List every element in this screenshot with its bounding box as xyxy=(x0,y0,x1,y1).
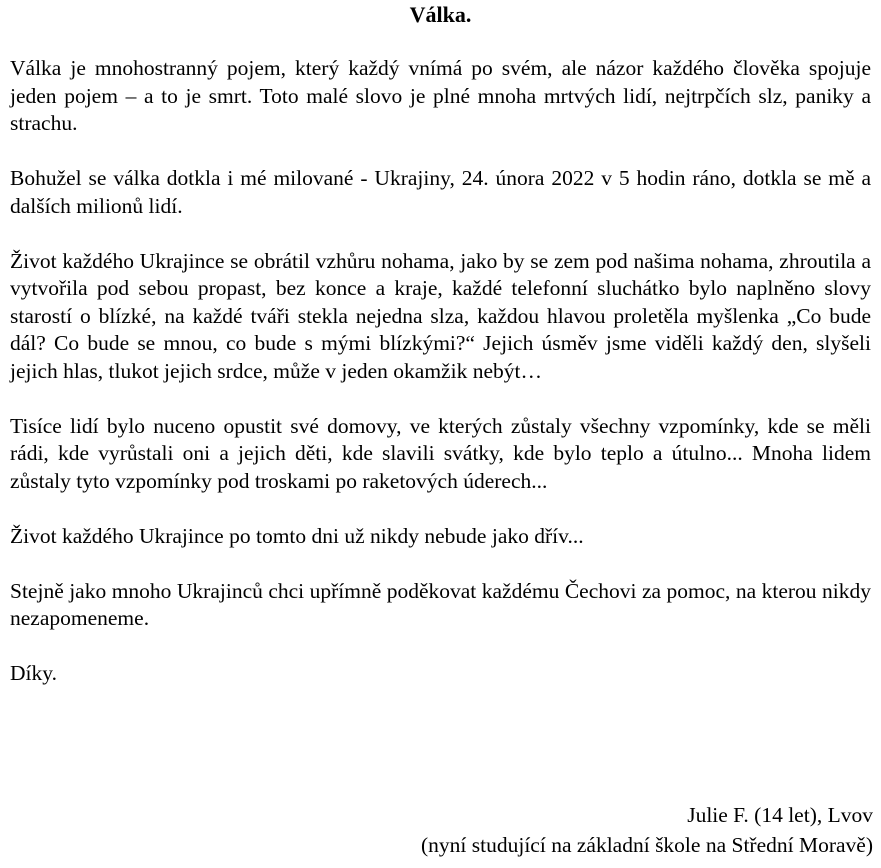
paragraph-7: Díky. xyxy=(10,661,57,685)
paragraph-1: Válka je mnohostranný pojem, který každý vnímá po svém, ale názor každého člověka spojuje jeden pojem – a to je smrt. Toto malé slovo je plné mnoha mrtvých lidí, nejtrpčích slz, paniky a strachu. xyxy=(10,56,871,135)
signature-block xyxy=(421,800,873,860)
paragraph-4: Tisíce lidí bylo nuceno opustit své domovy, ve kterých zůstaly všechny vzpomínky, kde se měli rádi, kde vyrůstali oni a jejich děti, kde slavili svátky, kde bylo teplo a útulno... Mnoha lidem zůstaly tyto vzpomínky pod troskami po raketových úderech... xyxy=(10,413,871,493)
document-body xyxy=(10,55,871,715)
document-title: Válka. xyxy=(409,2,472,27)
signature-note: (nyní studující na základní škole na Střední Moravě) xyxy=(421,833,873,857)
signature-author: Julie F. (14 let), Lvov xyxy=(687,803,873,827)
paragraph-2: Bohužel se válka dotkla i mé milované - Ukrajiny, 24. února 2022 v 5 hodin ráno, dotkla se mě a dalších milionů lidí. xyxy=(10,166,871,218)
paragraph-3: Život každého Ukrajince se obrátil vzhůru nohama, jako by se zem pod našima nohama, zhroutila a vytvořila pod sebou propast, bez konce a kraje, každé telefonní sluchátko bylo naplněno slovy starostí o blízké, na každé tváři stekla nejedna slza, každou hlavou proletěla myšlenka „Co bude dál? Co bude se mnou, co bude s mými blízkými?“ Jejich úsměv jsme viděli každý den, slyšeli jejich hlas, tlukot jejich srdce, může v jeden okamžik nebýt… xyxy=(10,248,871,383)
paragraph-6: Stejně jako mnoho Ukrajinců chci upřímně poděkovat každému Čechovi za pomoc, na kterou nikdy nezapomeneme. xyxy=(10,578,871,630)
paragraph-5: Život každého Ukrajince po tomto dni už nikdy nebude jako dřív... xyxy=(10,523,584,548)
